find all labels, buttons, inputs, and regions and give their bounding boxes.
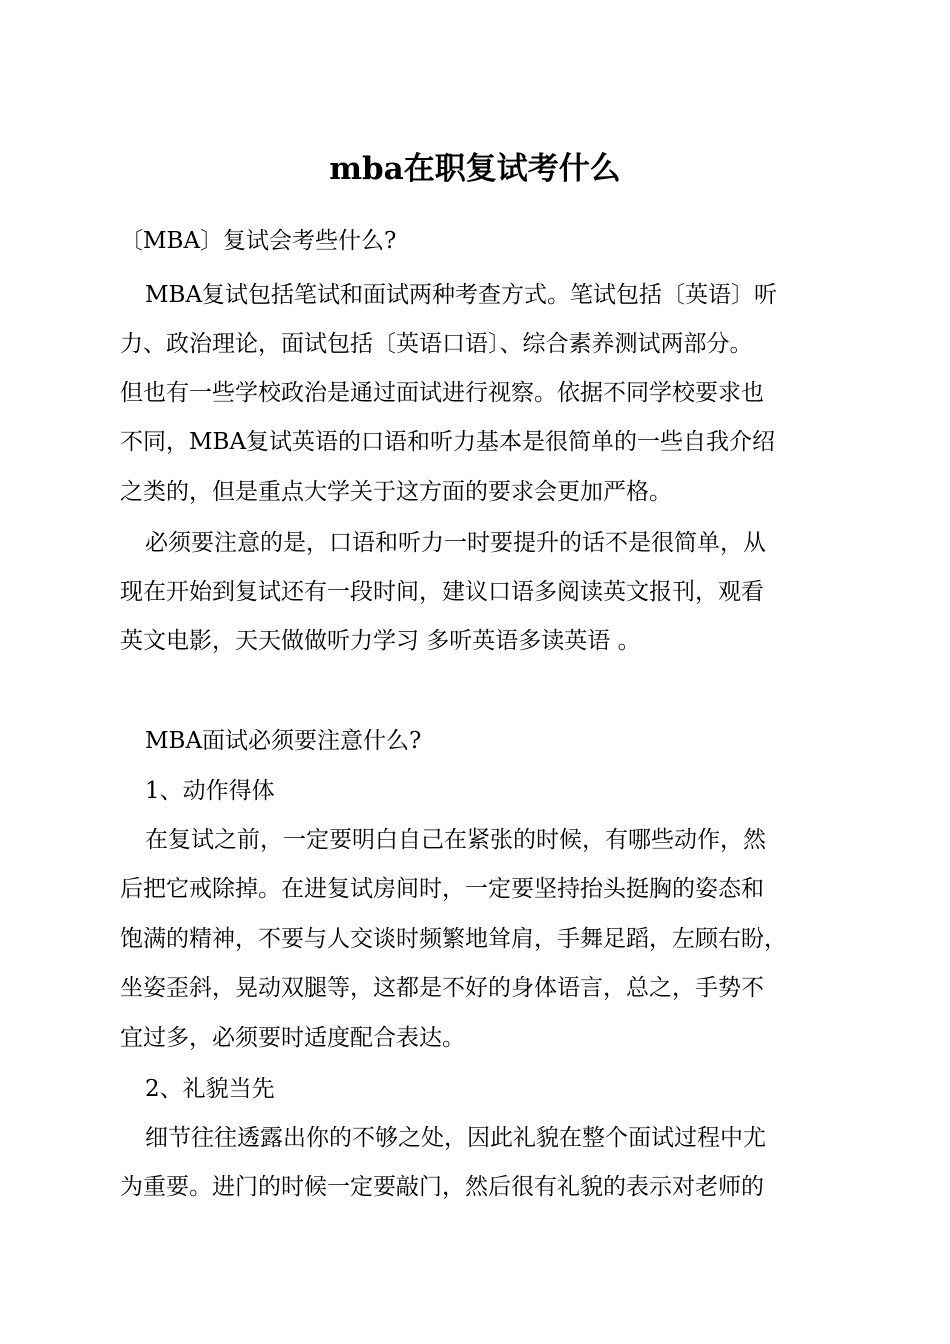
paragraph-line: 为重要。进门的时候一定要敲门，然后很有礼貌的表示对老师的 — [120, 1174, 764, 1200]
paragraph-line: 在复试之前，一定要明白自己在紧张的时候，有哪些动作，然 — [145, 827, 766, 853]
numbered-subheading: 1、动作得体 — [145, 778, 275, 804]
paragraph-line: 现在开始到复试还有一段时间，建议口语多阅读英文报刊，观看 — [120, 579, 764, 605]
paragraph-line: 力、政治理论，面试包括〔英语口语〕、综合素养测试两部分。 — [120, 331, 753, 357]
numbered-subheading: 2、礼貌当先 — [145, 1076, 275, 1102]
paragraph-line: 英文电影，天天做做听力学习 多听英语多读英语 。 — [120, 628, 641, 654]
paragraph-line: MBA复试包括笔试和面试两种考查方式。笔试包括〔英语〕听 — [145, 282, 778, 308]
paragraph-line: 后把它戒除掉。在进复试房间时，一定要坚持抬头挺胸的姿态和 — [120, 876, 764, 902]
paragraph-line: 不同，MBA复试英语的口语和听力基本是很简单的一些自我介绍 — [120, 429, 776, 455]
paragraph-line: 饱满的精神，不要与人交谈时频繁地耸肩，手舞足蹈，左顾右盼， — [120, 926, 787, 952]
question-heading: 〔MBA〕复试会考些什么? — [120, 228, 397, 254]
paragraph-line: 坐姿歪斜，晃动双腿等，这都是不好的身体语言，总之，手势不 — [120, 975, 764, 1001]
section-heading: MBA面试必须要注意什么? — [145, 728, 422, 754]
paragraph-line: 必须要注意的是，口语和听力一时要提升的话不是很简单，从 — [145, 530, 766, 556]
paragraph-line: 但也有一些学校政治是通过面试进行视察。依据不同学校要求也 — [120, 380, 764, 406]
paragraph-line: 宜过多，必须要时适度配合表达。 — [120, 1025, 465, 1051]
paragraph-line: 细节往往透露出你的不够之处，因此礼貌在整个面试过程中尤 — [145, 1125, 766, 1151]
paragraph-line: 之类的，但是重点大学关于这方面的要求会更加严格。 — [120, 479, 672, 505]
document-title: mba在职复试考什么 — [329, 151, 621, 187]
